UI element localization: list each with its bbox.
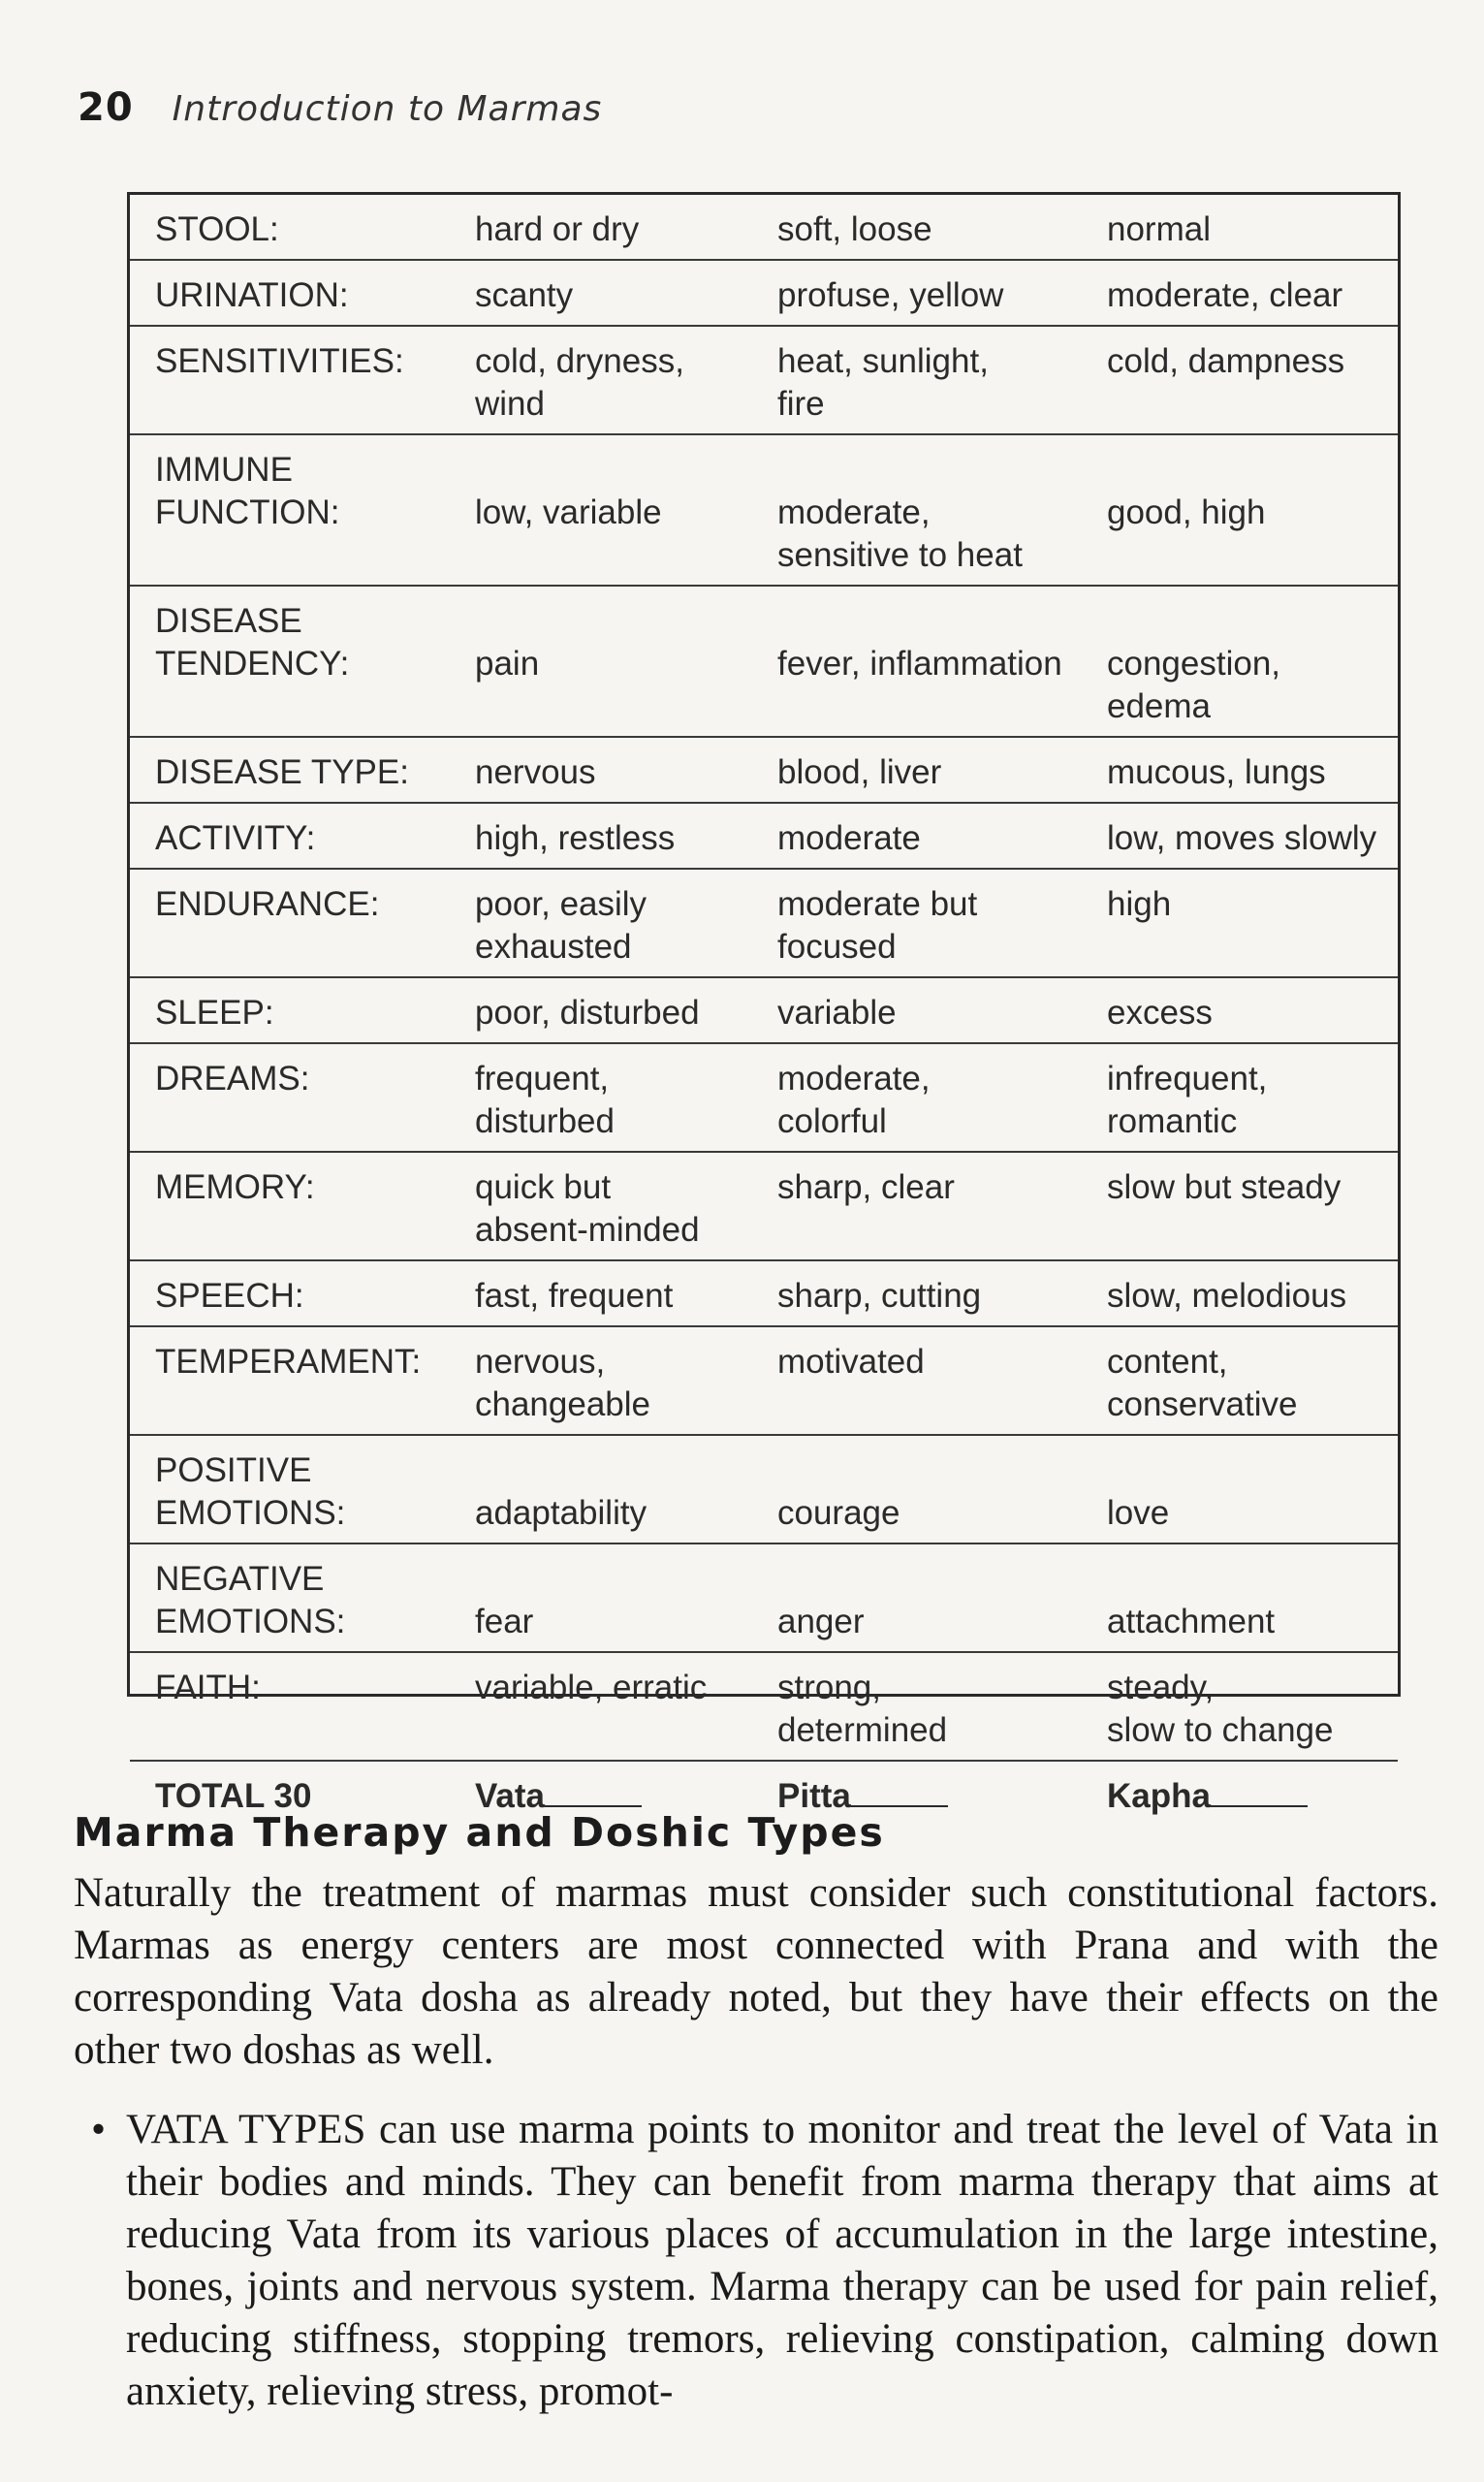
bullet-text: VATA TYPES can use marma points to monitor and treat the level of Vata in their bodies and minds. They can benefit from marma therapy that aims at reducing Vata from its various places of accumulation in the large intestine, bones, joints and nervous system. Marma therapy can be used for pain relief, reducing stiffness, stopping tremors, relieving constipation, calming down anxiety, relieving stress, promot- <box>126 2107 1438 2414</box>
cell-kapha: content, conservative <box>1107 1326 1398 1435</box>
cell-vata: frequent, disturbed <box>475 1043 777 1152</box>
cell-pitta: moderate, sensitive to heat <box>777 434 1107 586</box>
cell-vata: quick but absent-minded <box>475 1152 777 1260</box>
cell-pitta: motivated <box>777 1326 1107 1435</box>
cell-kapha: moderate, clear <box>1107 260 1398 326</box>
table-row <box>130 195 1398 260</box>
cell-label: NEGATIVE EMOTIONS: <box>130 1543 475 1652</box>
cell-label: POSITIVE EMOTIONS: <box>130 1435 475 1543</box>
cell-vata: poor, disturbed <box>475 977 777 1043</box>
cell-kapha: slow, melodious <box>1107 1260 1398 1326</box>
cell-label: MEMORY: <box>130 1152 475 1260</box>
cell-label: IMMUNE FUNCTION: <box>130 434 475 586</box>
table-row <box>130 1435 1398 1543</box>
page-number: 20 <box>78 85 134 130</box>
cell-kapha: high <box>1107 869 1398 977</box>
table-row <box>130 977 1398 1043</box>
cell-label: STOOL: <box>155 210 279 248</box>
table-row <box>130 869 1398 977</box>
cell-kapha: congestion, edema <box>1107 586 1398 737</box>
total-label-label: TOTAL 30 <box>155 1777 312 1815</box>
cell-pitta: soft, loose <box>777 210 932 248</box>
vata-types-bullet <box>74 2104 1438 2418</box>
table-row <box>130 803 1398 869</box>
cell-vata: fast, frequent <box>475 1260 777 1326</box>
cell-kapha: mucous, lungs <box>1107 737 1398 803</box>
cell-vata: low, variable <box>475 434 777 586</box>
cell-kapha: attachment <box>1107 1543 1398 1652</box>
cell-vata: nervous, changeable <box>475 1326 777 1435</box>
page-header <box>78 85 602 130</box>
score-blank <box>545 1776 642 1807</box>
table-row <box>130 260 1398 326</box>
table-row <box>130 1543 1398 1652</box>
cell-kapha: normal <box>1107 210 1211 248</box>
total-vata-label: Vata <box>475 1777 545 1815</box>
cell-pitta: strong, determined <box>777 1652 1107 1761</box>
cell-kapha: love <box>1107 1435 1398 1543</box>
total-kapha <box>1107 1761 1398 1826</box>
cell-label: TEMPERAMENT: <box>130 1326 475 1435</box>
cell-pitta: courage <box>777 1435 1107 1543</box>
cell-label: ENDURANCE: <box>130 869 475 977</box>
dosha-table <box>127 192 1401 1815</box>
table-row <box>130 1260 1398 1326</box>
cell-kapha: good, high <box>1107 434 1398 586</box>
cell-pitta: sharp, clear <box>777 1152 1107 1260</box>
cell-label: URINATION: <box>130 260 475 326</box>
cell-label: DISEASE TYPE: <box>130 737 475 803</box>
dosha-table-body <box>130 195 1398 1826</box>
table-row <box>130 434 1398 586</box>
score-blank <box>1211 1776 1308 1807</box>
cell-label: DISEASE TENDENCY: <box>130 586 475 737</box>
cell-vata: poor, easily exhausted <box>475 869 777 977</box>
table-row <box>130 1043 1398 1152</box>
cell-kapha: slow but steady <box>1107 1152 1398 1260</box>
cell-kapha: infrequent, romantic <box>1107 1043 1398 1152</box>
cell-vata: high, restless <box>475 803 777 869</box>
cell-kapha: excess <box>1107 977 1398 1043</box>
cell-label: FAITH: <box>130 1652 475 1761</box>
table-row <box>130 1652 1398 1761</box>
cell-kapha: cold, dampness <box>1107 326 1398 434</box>
cell-pitta: variable <box>777 977 1107 1043</box>
table-row <box>130 326 1398 434</box>
cell-pitta: blood, liver <box>777 737 1107 803</box>
cell-vata: scanty <box>475 260 777 326</box>
table-row <box>130 737 1398 803</box>
cell-pitta: anger <box>777 1543 1107 1652</box>
cell-kapha: steady, slow to change <box>1107 1652 1398 1761</box>
cell-pitta: profuse, yellow <box>777 260 1107 326</box>
cell-pitta: sharp, cutting <box>777 1260 1107 1326</box>
cell-pitta: moderate <box>777 803 1107 869</box>
table-row <box>130 1326 1398 1435</box>
cell-vata: variable, erratic <box>475 1652 777 1761</box>
cell-vata: cold, dryness, wind <box>475 326 777 434</box>
cell-pitta: moderate but focused <box>777 869 1107 977</box>
cell-label: SENSITIVITIES: <box>130 326 475 434</box>
cell-pitta: moderate, colorful <box>777 1043 1107 1152</box>
cell-vata: fear <box>475 1543 777 1652</box>
bullet-icon: • <box>91 2107 107 2152</box>
cell-kapha: low, moves slowly <box>1107 803 1398 869</box>
total-kapha-label: Kapha <box>1107 1777 1211 1815</box>
cell-vata: adaptability <box>475 1435 777 1543</box>
cell-label: SPEECH: <box>130 1260 475 1326</box>
total-pitta-label: Pitta <box>777 1777 851 1815</box>
cell-label: SLEEP: <box>130 977 475 1043</box>
cell-vata: hard or dry <box>475 210 640 248</box>
cell-vata: pain <box>475 586 777 737</box>
table-row <box>130 1152 1398 1260</box>
cell-pitta: heat, sunlight, fire <box>777 326 1107 434</box>
cell-label: ACTIVITY: <box>130 803 475 869</box>
section-heading: Marma Therapy and Doshic Types <box>74 1809 885 1856</box>
table-row <box>130 586 1398 737</box>
running-title: Introduction to Marmas <box>172 89 603 129</box>
cell-vata: nervous <box>475 737 777 803</box>
intro-paragraph: Naturally the treatment of marmas must consider such constitutional factors. Marmas as energy centers are most connected with Prana and with the corresponding Vata dosha as already noted, but they have their effects on the other two doshas as well. <box>74 1870 1438 2073</box>
cell-label: DREAMS: <box>130 1043 475 1152</box>
score-blank <box>851 1776 948 1807</box>
cell-pitta: fever, inflammation <box>777 586 1107 737</box>
